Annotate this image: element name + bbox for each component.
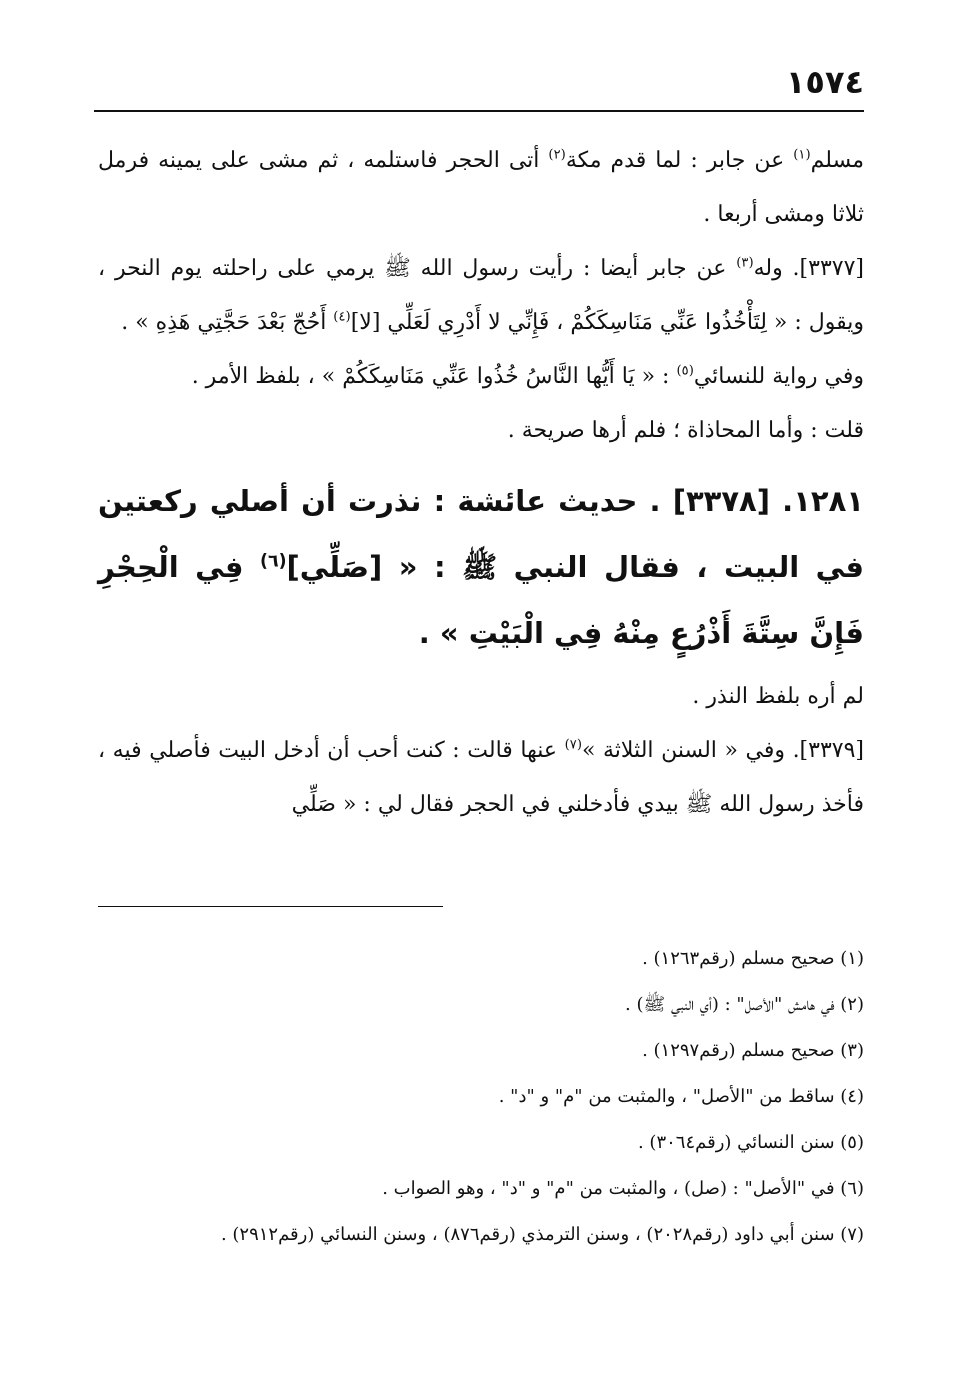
footnote-ref: (٥) — [676, 363, 694, 379]
footnotes — [98, 936, 864, 1258]
footnote-1: (١) صحيح مسلم (رقم١٢٦٣) . — [642, 948, 864, 969]
text-run: عن جابر : لما قدم مكة — [565, 148, 794, 173]
text-run: قلت : وأما المحاذاة ؛ فلم أرها صريحة . — [507, 418, 864, 443]
footnote-ref: (٢) — [548, 147, 566, 163]
text-run: [٣٣٧٩]. وفي « السنن الثلاثة » — [581, 738, 864, 763]
page-number: ١٥٧٤ — [785, 63, 864, 101]
paragraph-3377 — [98, 242, 864, 350]
footnote-2: (٢) في هامش "الأصل" : (أي النبي ﷺ) . — [625, 994, 864, 1015]
text-run: [٣٣٧٧]. وله — [753, 256, 864, 281]
footnote-ref: (٣) — [736, 255, 754, 271]
footnote-5: (٥) سنن النسائي (رقم٣٠٦٤) . — [637, 1132, 864, 1153]
footnote-3: (٣) صحيح مسلم (رقم١٢٩٧) . — [642, 1040, 864, 1061]
text-run: عنها قالت : كنت أحب أن أدخل البيت فأصلي فيه ، فأخذ رسول الله ﷺ بيدي فأدخلني في الحجر فقال لي : « صَلِّي — [98, 738, 864, 817]
text-run: عن جابر أيضا : رأيت رسول الله ﷺ يرمي على راحلته يوم النحر ، ويقول : « لِتَأْخُذُوا عَنِّي مَنَاسِكَكُمْ ، فَإِنِّي لا أَدْرِي لَعَلِّي [لا] — [98, 256, 864, 335]
hadith-1281 — [98, 468, 864, 666]
footnote-ref: (٧) — [564, 737, 582, 753]
footnote-7: (٧) سنن أبي داود (رقم٢٠٢٨) ، وسنن الترمذي (رقم٨٧٦) ، وسنن النسائي (رقم٢٩١٢) . — [220, 1224, 864, 1245]
text-run: مسلم — [810, 148, 864, 173]
footnote-ref: (٦) — [260, 551, 287, 572]
footnote-rule — [98, 906, 443, 907]
footnote-ref: (١) — [793, 147, 811, 163]
paragraph-nadhr — [98, 670, 864, 724]
hadith-text: فِي الْحِجْرِ فَإِنَّ سِتَّةَ أَذْرُعٍ مِنْهُ فِي الْبَيْتِ » . — [98, 550, 864, 650]
header-rule — [94, 110, 864, 112]
text-run: لم أره بلفظ النذر . — [692, 684, 864, 709]
paragraph-3379 — [98, 724, 864, 832]
footnote-6: (٦) في "الأصل" : (صل) ، والمثبت من "م" و "د" ، وهو الصواب . — [382, 1178, 864, 1199]
footnote-4: (٤) ساقط من "الأصل" ، والمثبت من "م" و "د" . — [498, 1086, 864, 1107]
paragraph-muslim-jabir — [98, 134, 864, 242]
footnote-ref: (٤) — [333, 309, 351, 325]
paragraph-comment — [98, 404, 864, 458]
text-run: وفي رواية للنسائي — [693, 364, 864, 389]
text-run: أَحُجّ بَعْدَ حَجَّتِي هَذِهِ » . — [121, 310, 334, 335]
main-text — [98, 134, 864, 832]
text-run: : « يَا أَيُّها النَّاسُ خُذُوا عَنِّي مَنَاسِكَكُمْ » ، بلفظ الأمر . — [191, 364, 677, 389]
text-run: أتى الحجر فاستلمه ، ثم مشى على يمينه فرمل ثلاثا ومشى أربعا . — [98, 148, 864, 227]
paragraph-nasai — [98, 350, 864, 404]
hadith-text: ١٢٨١. [٣٣٧٨] . حديث عائشة : نذرت أن أصلي ركعتين في البيت ، فقال النبي ﷺ : « [صَلِّي] — [98, 484, 864, 584]
